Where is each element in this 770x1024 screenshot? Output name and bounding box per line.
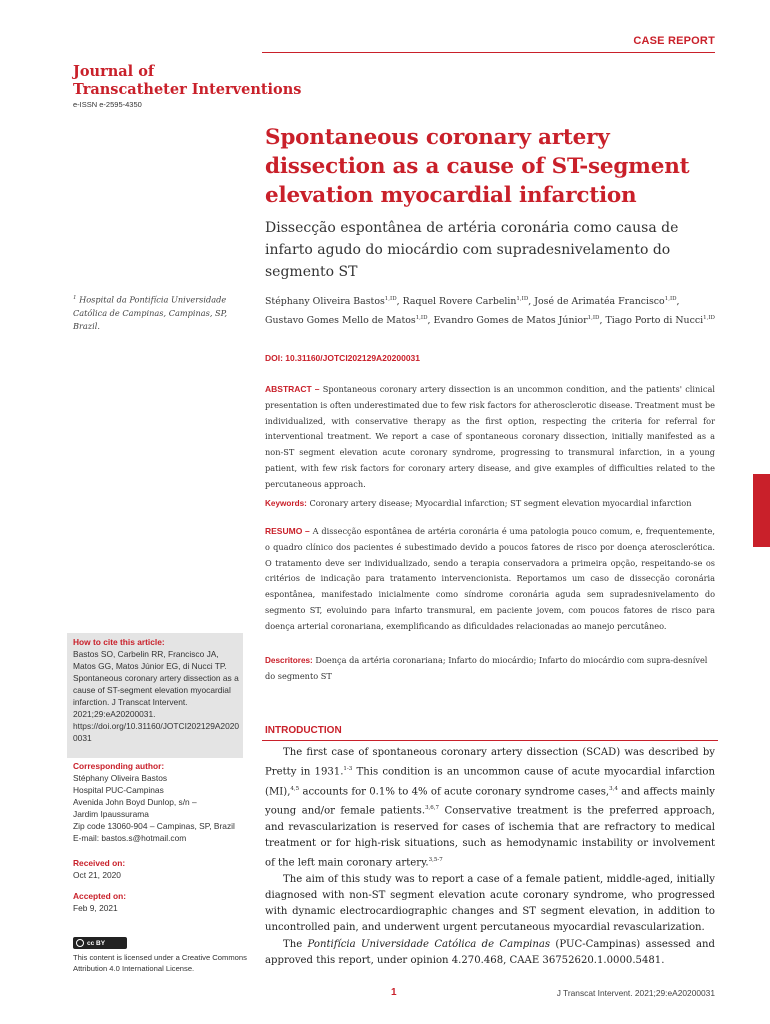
- page-number: 1: [391, 987, 397, 998]
- introduction-heading: INTRODUCTION: [265, 725, 342, 736]
- paragraph: The Pontifícia Universidade Católica de Campinas (PUC-Campinas) assessed and approved this report, under opinion 4.270.468, CAAE 36752620.1.0000.5481.: [265, 938, 715, 966]
- corr-line: Stéphany Oliveira Bastos: [73, 773, 168, 783]
- cc-icon: [76, 939, 84, 947]
- paragraph: The aim of this study was to report a case of a female patient, middle-aged, initially diagnosed with non-ST segment elevation acute coronary syndrome, who progressed with dynamic electrocardiographic changes and ST segment elevation, in addition to uncontrolled pain, and underwent urgent percutaneous myocardial revascularization.: [265, 873, 715, 934]
- author: Evandro Gomes de Matos Júnior: [433, 315, 588, 327]
- author-sup: 1,ID: [703, 315, 715, 322]
- author: Gustavo Gomes Mello de Matos: [265, 315, 416, 327]
- article-subtitle-pt: Dissecção espontânea de artéria coronária como causa de infarto agudo do miocárdio com supradesnivelamento do segmento ST: [265, 220, 679, 280]
- corr-email[interactable]: E-mail: bastos.s@hotmail.com: [73, 833, 187, 843]
- affiliation-sup: 1: [73, 295, 77, 301]
- corr-line: Hospital PUC-Campinas: [73, 785, 164, 795]
- accepted-label: Accepted on:: [73, 891, 127, 901]
- side-tab-marker: [753, 474, 770, 547]
- author-sup: 1,ID: [516, 296, 529, 302]
- corr-line: Zip code 13060-904 – Campinas, SP, Brazil: [73, 821, 235, 831]
- corr-line: Jardim Ipaussurama: [73, 809, 149, 819]
- author-list: Stéphany Oliveira Bastos$^{1,ID}$, Raquel Rovere Carbelin$^{1,ID}$, José de Arimatéa Francisco$^{1,ID}$, Gustavo Gomes Mello de Matos$^{1,ID}$, Evandro Gomes de Matos Júnior$^{1,ID}$, Tiago Porto di Nucci$^{1,ID}$: [265, 296, 715, 327]
- journal-name-line1: Journal of: [73, 63, 155, 80]
- resumo: [265, 524, 715, 635]
- keywords: [265, 496, 715, 512]
- section-label: CASE REPORT: [633, 35, 715, 47]
- descritores-label: Descritores:: [265, 656, 313, 665]
- received: [73, 857, 243, 881]
- descritores: [265, 653, 715, 685]
- cc-badge-text: cc BY: [87, 939, 106, 947]
- author-sup: 1,ID: [415, 315, 428, 322]
- author-sup: 1,ID: [384, 296, 397, 302]
- issn: e-ISSN e-2595-4350: [73, 100, 142, 109]
- license-text: This content is licensed under a Creative Commons Attribution 4.0 International License.: [73, 953, 247, 973]
- descritores-text: Doença da artéria coronariana; Infarto do miocárdio; Infarto do miocárdio com supra-desnível do segmento ST: [265, 655, 708, 681]
- received-label: Received on:: [73, 858, 126, 868]
- keywords-text: Coronary artery disease; Myocardial infarction; ST segment elevation myocardial infarction: [309, 498, 692, 508]
- abstract-text: Spontaneous coronary artery dissection is an uncommon condition, and the patients' clinical presentation is often underestimated due to few risk factors for atherosclerotic disease. Treatment must be individualized, with conservative therapy as the first option, respecting the criteria for referral for interventional treatment. We report a case of spontaneous coronary dissection, initially manifested as a non-ST segment elevation acute coronary syndrome, progressing to transmural infarction, in a young patient, with few risk factors for coronary artery disease, and give examples of difficulties related to the percutaneous approach.: [265, 384, 715, 489]
- journal-name: [73, 63, 301, 98]
- corr-line: Avenida John Boyd Dunlop, s/n –: [73, 797, 197, 807]
- article-title: Spontaneous coronary artery dissection as a cause of ST-segment elevation myocardial infarction: [265, 125, 690, 208]
- resumo-label: RESUMO –: [265, 526, 310, 536]
- how-to-cite: [73, 636, 243, 744]
- author: Tiago Porto di Nucci: [605, 315, 704, 327]
- how-to-cite-text: Bastos SO, Carbelin RR, Francisco JA, Matos GG, Matos Júnior EG, di Nucci TP. Spontaneous coronary artery dissection as a cause of ST-segment elevation myocardial infarction. J Transcat Intervent. 2021;29:eA20200031. https://doi.org/10.31160/JOTCI202129A20200031: [73, 649, 240, 743]
- author-sup: 1,ID: [587, 315, 600, 322]
- accepted-date: Feb 9, 2021: [73, 903, 118, 913]
- corresponding-author: [73, 760, 243, 844]
- footer-citation: J Transcat Intervent. 2021;29:eA20200031: [556, 988, 715, 998]
- how-to-cite-label: How to cite this article:: [73, 637, 165, 647]
- doi-link[interactable]: DOI: 10.31160/JOTCI202129A20200031: [265, 353, 421, 363]
- corresponding-author-label: Corresponding author:: [73, 761, 165, 771]
- affiliation-text: Hospital da Pontifícia Universidade Católica de Campinas, Campinas, SP, Brazil.: [73, 294, 228, 331]
- author: José de Arimatéa Francisco: [534, 296, 665, 308]
- resumo-text: A dissecção espontânea de artéria coronária é uma patologia pouco comum, e, frequentemente, o quadro clínico dos pacientes é subestimado devido a poucos fatores de risco por doença aterosclerótica. O tratamento deve ser individualizado, sendo a terapia conservadora a primeira opção, respeitando-se os critérios de indicação para tratamento intervencionista. Reportamos um caso de dissecção coronária espontânea, manifestado inicialmente como síndrome coronária aguda sem supradesnivelamento do segmento ST, evoluindo para infarto transmural, em paciente jovem, com poucos fatores de risco para doença arterial coronariana, exemplificando as dificuldades relacionadas ao manejo percutâneo.: [265, 526, 715, 631]
- introduction-rule: [262, 740, 718, 741]
- abstract-label: ABSTRACT –: [265, 384, 320, 394]
- introduction-body: [265, 745, 715, 969]
- received-date: Oct 21, 2020: [73, 870, 121, 880]
- cc-license-badge[interactable]: [73, 937, 127, 949]
- keywords-label: Keywords:: [265, 499, 307, 508]
- header-rule: [262, 52, 715, 53]
- abstract: [265, 382, 715, 493]
- author: Stéphany Oliveira Bastos: [265, 296, 385, 308]
- journal-name-line2: Transcatheter Interventions: [73, 80, 302, 98]
- author-sup: 1,ID: [664, 296, 677, 302]
- affiliation: [73, 292, 248, 333]
- paragraph: The first case of spontaneous coronary artery dissection (SCAD) was described by Pretty in 1931.$^{1-3}$ This condition is an uncommon cause of acute myocardial infarction (MI),$^{4,5}$ accounts for 0.1% to 4% of acute coronary syndrome cases,$^{3,4}$ and affects mainly young and/or female patients.$^{3,6,7}$ Conservative treatment is the preferred approach, and revascularization is reserved for cases of ischemia that are refractory to medical treatment or for high-risk situations, such as hemodynamic instability or involvement of the left main coronary artery.$^{3,5-7}$: [265, 747, 715, 869]
- accepted: [73, 890, 243, 914]
- author: Raquel Rovere Carbelin: [402, 296, 517, 308]
